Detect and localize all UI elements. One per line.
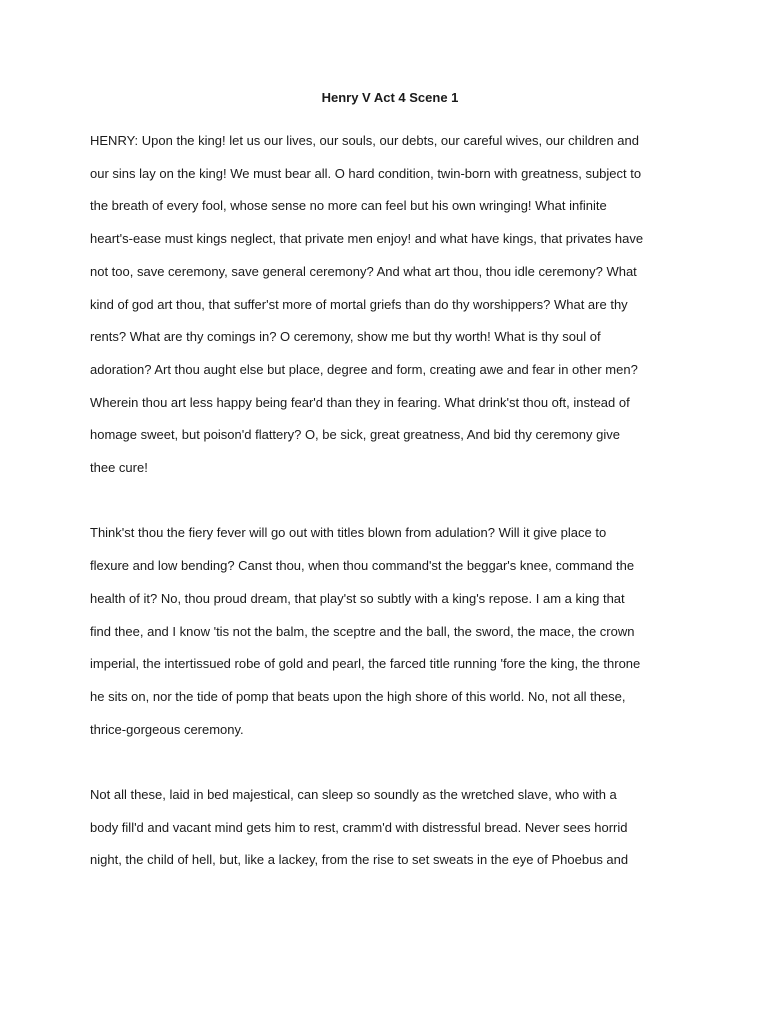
text-line: adoration? Art thou aught else but place, degree and form, creating awe and fear in other men? (90, 361, 638, 377)
text-line: the breath of every fool, whose sense no more can feel but his own wringing! What infinite (90, 198, 607, 214)
text-line: Not all these, laid in bed majestical, can sleep so soundly as the wretched slave, who with a (90, 787, 617, 803)
text-line: HENRY: Upon the king! let us our lives, our souls, our debts, our careful wives, our children and (90, 133, 639, 148)
paragraph-3 (90, 779, 680, 877)
paragraph-1 (90, 125, 680, 485)
text-line: night, the child of hell, but, like a lackey, from the rise to set sweats in the eye of Phoebus and (90, 852, 629, 868)
text-line: find thee, and I know 'tis not the balm, the sceptre and the ball, the sword, the mace, the crown (90, 623, 635, 639)
text-line: flexure and low bending? Canst thou, when thou command'st the beggar's knee, command the (90, 558, 635, 574)
text-line: not too, save ceremony, save general ceremony? And what art thou, thou idle ceremony? What (90, 263, 637, 279)
text-line: kind of god art thou, that suffer'st more of mortal griefs than do thy worshippers? What are thy (90, 296, 628, 312)
text-line: rents? What are thy comings in? O ceremony, show me but thy worth! What is thy soul of (90, 329, 601, 345)
text-line: health of it? No, thou proud dream, that play'st so subtly with a king's repose. I am a king that (90, 590, 625, 606)
paragraph-2 (90, 517, 680, 746)
text-line: imperial, the intertissued robe of gold and pearl, the farced title running 'fore the king, the throne (90, 656, 641, 672)
text-line: thrice-gorgeous ceremony. (90, 721, 244, 737)
text-line: body fill'd and vacant mind gets him to rest, cramm'd with distressful bread. Never sees horrid (90, 819, 628, 835)
document-title: Henry V Act 4 Scene 1 (321, 90, 459, 105)
text-line: heart's-ease must kings neglect, that private men enjoy! and what have kings, that privates have (90, 231, 644, 247)
text-line: Think'st thou the fiery fever will go out with titles blown from adulation? Will it give place to (90, 525, 607, 541)
text-line: our sins lay on the king! We must bear all. O hard condition, twin-born with greatness, subject to (90, 165, 642, 181)
text-line: homage sweet, but poison'd flattery? O, be sick, great greatness, And bid thy ceremony give (90, 427, 620, 443)
text-line: thee cure! (90, 460, 148, 476)
text-line: he sits on, nor the tide of pomp that beats upon the high shore of this world. No, not all these, (90, 688, 626, 704)
text-line: Wherein thou art less happy being fear'd than they in fearing. What drink'st thou oft, instead of (90, 394, 630, 410)
